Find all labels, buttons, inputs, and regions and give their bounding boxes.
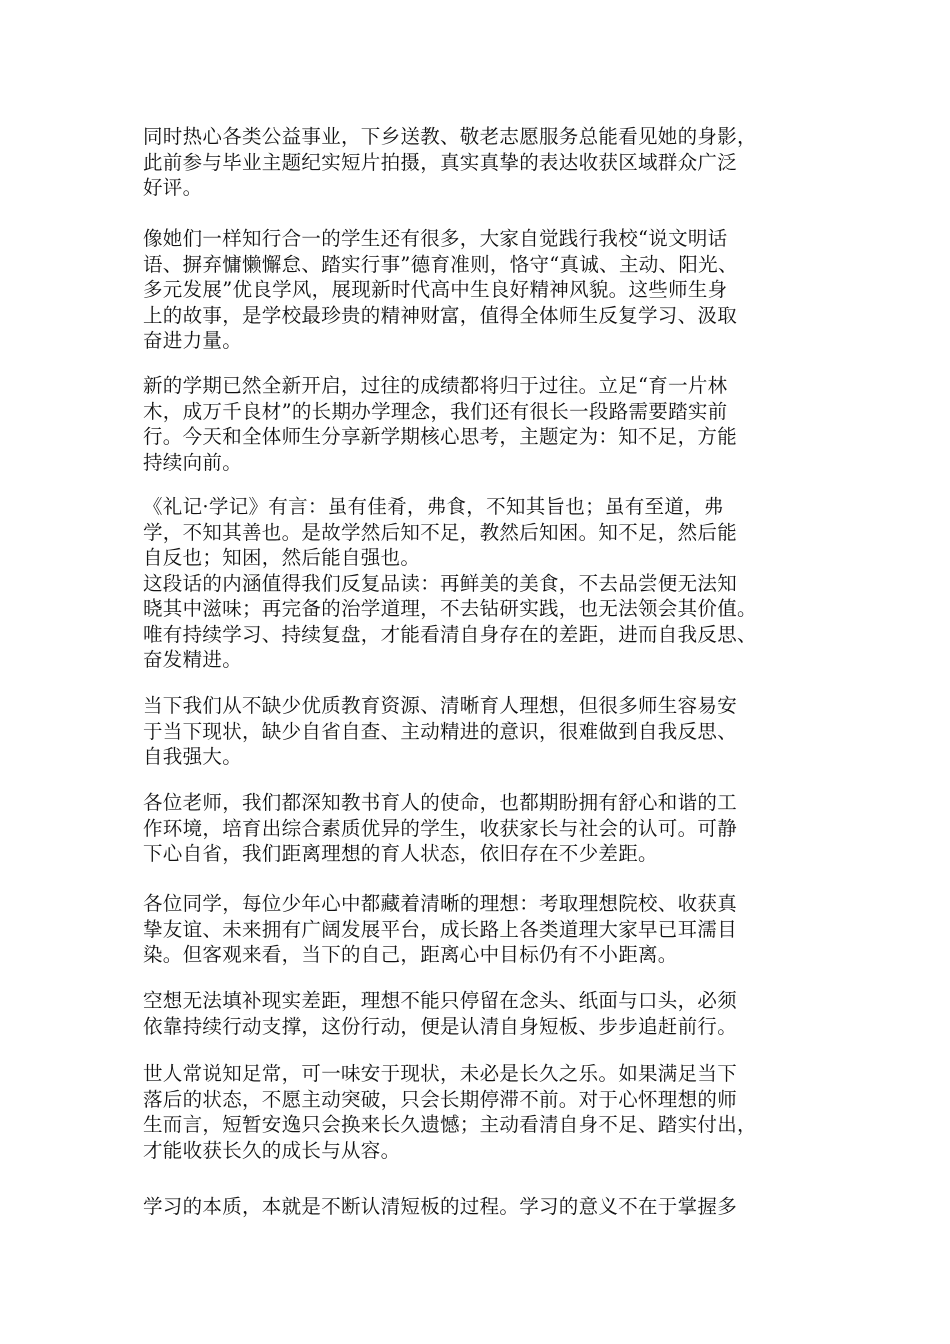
paragraph-6	[143, 790, 809, 867]
text-line: 《礼记·学记》有言：虽有佳肴，弗食，不知其旨也；虽有至道，弗	[143, 495, 724, 518]
text-line: 当下我们从不缺少优质教育资源、清晰育人理想，但很多师生容易安	[143, 694, 738, 717]
paragraph-4	[143, 494, 809, 673]
text-line: 自我强大。	[143, 745, 243, 768]
text-line: 落后的状态，不愿主动突破，只会长期停滞不前。对于心怀理想的师	[143, 1087, 738, 1111]
text-line: 晓其中滋味；再完备的治学道理，不去钻研实践，也无法领会其价值。	[143, 597, 757, 620]
paragraph-5	[143, 693, 809, 770]
text-line: 挚友谊、未来拥有广阔发展平台，成长路上各类道理大家早已耳濡目	[143, 917, 738, 941]
text-line: 语、摒弃慵懒懈怠、踏实行事”德育准则，恪守“真诚、主动、阳光、	[143, 252, 738, 276]
paragraph-10	[143, 1194, 809, 1220]
text-line: 上的故事，是学校最珍贵的精神财富，值得全体师生反复学习、汲取	[143, 303, 738, 327]
text-line: 像她们一样知行合一的学生还有很多，大家自觉践行我校“说文明话	[143, 227, 728, 250]
text-line: 各位老师，我们都深知教书育人的使命，也都期盼拥有舒心和谐的工	[143, 791, 738, 814]
text-line: 学，不知其善也。是故学然后知不足，教然后知困。知不足，然后能	[143, 520, 738, 544]
text-line: 持续向前。	[143, 450, 243, 474]
text-line: 自反也；知困，然后能自强也。	[143, 546, 421, 569]
text-line: 下心自省，我们距离理想的育人状态，依旧存在不少差距。	[143, 842, 658, 865]
text-line: 学习的本质，本就是不断认清短板的过程。学习的意义不在于掌握多	[143, 1195, 738, 1218]
text-line: 行。今天和全体师生分享新学期核心思考，主题定为：知不足，方能	[143, 425, 738, 448]
text-line: 唯有持续学习、持续复盘，才能看清自身存在的差距，进而自我反思、	[143, 622, 757, 646]
text-line: 世人常说知足常，可一味安于现状，未必是长久之乐。如果满足当下	[143, 1062, 738, 1085]
text-line: 好评。	[143, 176, 203, 199]
text-line: 染。但客观来看，当下的自己，距离心中目标仍有不小距离。	[143, 943, 678, 966]
text-line: 依靠持续行动支撑，这份行动，便是认清自身短板、步步追赶前行。	[143, 1014, 738, 1038]
text-line: 生而言，短暂安逸只会换来长久遗憾；主动看清自身不足、踏实付出，	[143, 1113, 757, 1136]
text-line: 于当下现状，缺少自省自查、主动精进的意识，很难做到自我反思、	[143, 719, 738, 743]
text-line: 各位同学，每位少年心中都藏着清晰的理想：考取理想院校、收获真	[143, 892, 738, 915]
text-line: 空想无法填补现实差距，理想不能只停留在念头、纸面与口头，必须	[143, 989, 738, 1012]
paragraph-8	[143, 988, 809, 1039]
paragraph-1	[143, 124, 809, 201]
text-line: 这段话的内涵值得我们反复品读：再鲜美的美食，不去品尝便无法知	[143, 571, 738, 595]
paragraph-2	[143, 226, 809, 354]
text-line: 奋进力量。	[143, 329, 243, 352]
text-line: 同时热心各类公益事业，下乡送教、敬老志愿服务总能看见她的身影，	[143, 125, 757, 148]
text-line: 新的学期已然全新开启，过往的成绩都将归于过往。立足“育一片林	[143, 374, 728, 397]
text-line: 木，成万千良材”的长期办学理念，我们还有很长一段路需要踏实前	[143, 399, 728, 423]
paragraph-3	[143, 373, 809, 475]
paragraph-7	[143, 891, 809, 968]
paragraph-9	[143, 1061, 809, 1163]
text-line: 作环境，培育出综合素质优异的学生，收获家长与社会的认可。可静	[143, 816, 738, 840]
text-line: 多元发展”优良学风，展现新时代高中生良好精神风貌。这些师生身	[143, 278, 728, 301]
text-line: 才能收获长久的成长与从容。	[143, 1138, 401, 1162]
text-line: 此前参与毕业主题纪实短片拍摄，真实真挚的表达收获区域群众广泛	[143, 150, 738, 174]
text-line: 奋发精进。	[143, 648, 243, 671]
